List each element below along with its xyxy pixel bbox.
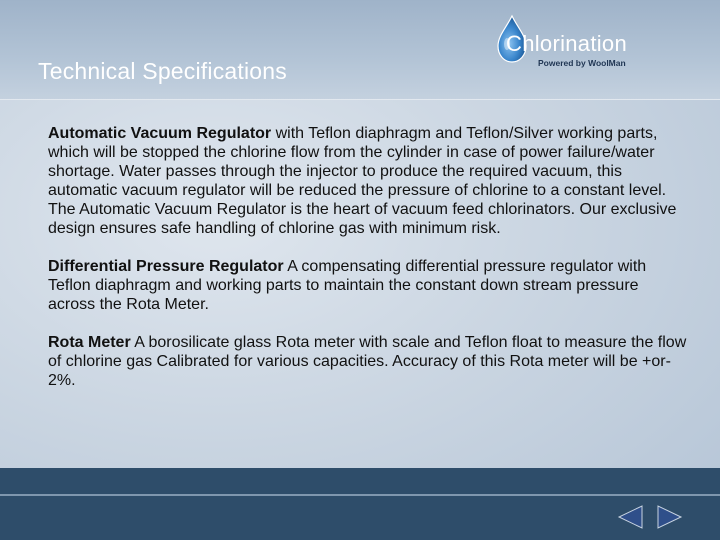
- spec-text: with Teflon diaphragm and Teflon/Silver working parts, which will be stopped the chlorine flow from the cylinder in case of power failure/water shortage. Water passes through the injector to produce the required vacuum, this automatic vacuum regulator will be reduced the pressure of chlorine to a constant level. The Automatic Vacuum Regulator is the heart of vacuum feed chlorinators. Our exclusive design ensures safe handling of chlorine gas with minimum risk.: [48, 125, 677, 237]
- logo-brand-text: Chlorination: [506, 31, 628, 56]
- spec-term: Differential Pressure Regulator: [48, 258, 284, 275]
- logo-tagline: Powered by WoolMan: [538, 58, 626, 68]
- spec-text: A compensating differential pressure regulator with Teflon diaphragm and working parts to maintain the constant down stream pressure across the Rota Meter.: [48, 258, 647, 313]
- triangle-right-icon[interactable]: [656, 504, 684, 530]
- spec-paragraph-vacuum-regulator: [48, 124, 688, 238]
- spec-term: Automatic Vacuum Regulator: [48, 125, 272, 142]
- footer-divider: [0, 494, 720, 496]
- footer-band: [0, 468, 720, 540]
- spec-term: Rota Meter: [48, 334, 131, 351]
- spec-paragraph-rota-meter: [48, 333, 688, 390]
- spec-content: [48, 124, 688, 409]
- triangle-left-icon[interactable]: [616, 504, 644, 530]
- spec-paragraph-differential-regulator: [48, 257, 688, 314]
- slide-title: Technical Specifications: [38, 58, 287, 84]
- chlorination-logo: [494, 14, 664, 74]
- spec-text: A borosilicate glass Rota meter with scale and Teflon float to measure the flow of chlorine gas Calibrated for various capacities. Accuracy of this Rota meter will be +or-2%.: [48, 334, 687, 389]
